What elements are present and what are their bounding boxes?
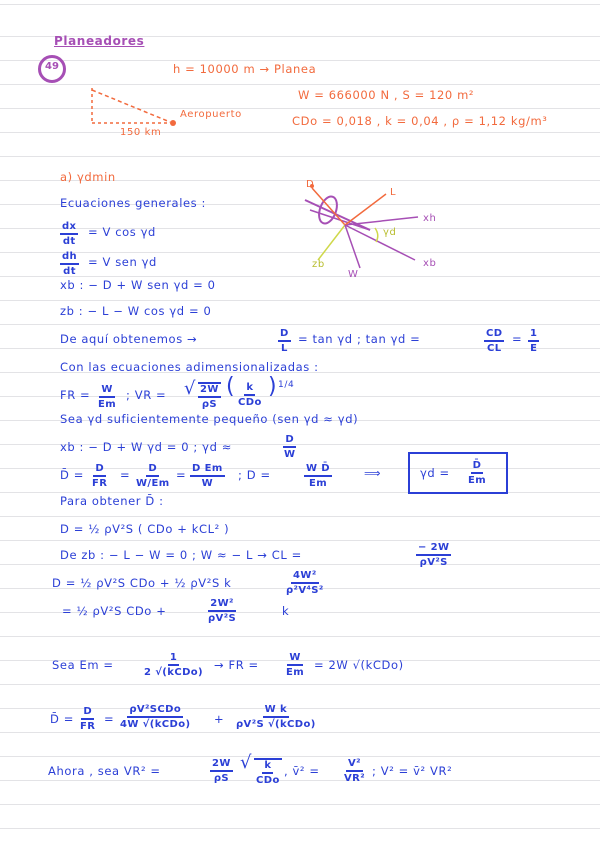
- frac-DEm-W: $\frac{\text{D Em}}{W}$: [192, 463, 223, 489]
- ahora-label: Ahora , sea VR² =: [48, 764, 161, 778]
- frac-WDbar-Em: $\frac{\text{W D̄}}{Em}$: [306, 463, 331, 489]
- frac-4W2: $\frac{\text{4W²}}{\text{ρ²V⁴S²}}$: [286, 570, 324, 596]
- sketch-distance: 150 km: [120, 127, 162, 138]
- sqrt-sign-2: √: [240, 752, 253, 773]
- k-factor: k: [282, 604, 290, 618]
- frac-D-FR: $\frac{D}{FR}$: [92, 463, 108, 489]
- fr-result: = 2W √(kCDo): [314, 658, 404, 672]
- de-zb-line: De zb : − L − W = 0 ; W ≈ − L → CL =: [60, 548, 302, 562]
- frac-1-2sqrt: 1 2 √(kCDo): [144, 652, 204, 678]
- ahora-rest: , v̄² =: [284, 764, 320, 778]
- frac-k-CDo: k CDo: [238, 382, 262, 408]
- frac-W-Em: $\frac{W}{Em}$: [98, 384, 117, 410]
- arrow-fr: → FR =: [214, 658, 259, 672]
- airport-marker: [170, 120, 176, 126]
- d-equals-label: ; D =: [238, 468, 271, 482]
- lift-arrow: [345, 194, 386, 225]
- given-line-2: W = 666000 N , S = 120 m²: [298, 88, 475, 102]
- diagram-xh-label: xh: [423, 213, 437, 224]
- small-angle-text: Sea γd suficientemente pequeño (sen γd ≈ γd): [60, 412, 359, 426]
- frac-D-WEm: $\frac{D}{W/Em}$: [136, 463, 170, 489]
- problem-number-badge: [38, 55, 66, 83]
- frac-2W2: $\frac{\text{2W²}}{\text{ρV²S}}$: [208, 598, 237, 624]
- given-line-1: h = 10000 m → Planea: [173, 62, 317, 76]
- frac-V2-VR2: $\frac{\text{V²}}{\text{VR²}}$: [344, 758, 366, 784]
- frac-dh-dt: $\frac{dh}{dt}$: [62, 251, 78, 277]
- vr-exponent: 1/4: [278, 380, 295, 390]
- page-title: Planeadores: [54, 34, 145, 48]
- sketch-airport-label: Aeropuerto: [180, 109, 242, 120]
- diagram-drag-label: D: [306, 179, 315, 190]
- drag-equation: D = ½ ρV²S ( CDo + kCL² ): [60, 522, 230, 536]
- sea-em-label: Sea Em =: [52, 658, 114, 672]
- paren-close: ): [268, 374, 278, 399]
- plus-sign: +: [214, 712, 225, 726]
- vr-label: ; VR =: [126, 388, 167, 402]
- de-aqui-text: De aquí obtenemos →: [60, 332, 198, 346]
- sqrt-sign-1: √: [184, 378, 197, 399]
- zb-arrow: [318, 225, 345, 260]
- eq2-rhs: = V sen γd: [88, 255, 157, 269]
- diagram-gamma-label: γd: [383, 227, 397, 238]
- frac-CD-CL: $\frac{CD}{CL}$: [486, 328, 503, 354]
- problem-number: 49: [45, 61, 59, 72]
- part-a-heading: a) γdmin: [60, 170, 116, 184]
- frac-2W-rhoS: $\frac{2W}{\rho S}$: [200, 384, 219, 410]
- boxed-gamma: γd =: [420, 466, 450, 480]
- xb-small-angle: xb : − D + W γd = 0 ; γd ≈: [60, 440, 232, 454]
- paren-open: (: [226, 374, 236, 399]
- diagram-weight-label: W: [348, 269, 359, 280]
- equals-sign-2: =: [104, 712, 115, 726]
- frac-W-Em-2: $\frac{W}{Em}$: [286, 652, 305, 678]
- general-equations-heading: Ecuaciones generales :: [60, 196, 206, 210]
- dbar-equals-2: =: [120, 468, 131, 482]
- frac-Wk: W k ρV²S √(kCDo): [236, 704, 316, 730]
- frac-m2W-rhoV2S: $\frac{- 2W}{\text{ρV²S}}$: [418, 542, 450, 568]
- frac-k-CDo-2: k CDo: [256, 760, 280, 786]
- eq1-rhs: = V cos γd: [88, 225, 156, 239]
- frac-2W-rhoS-2: $\frac{2W}{\rho S}$: [212, 758, 231, 784]
- frac-rhoV2SCDo: ρV²SCDo 4W √(kCDo): [120, 704, 191, 730]
- para-obtener-text: Para obtener D̄ :: [60, 494, 164, 508]
- eq3: xb : − D + W sen γd = 0: [60, 278, 216, 292]
- tan-equation: = tan γd ; tan γd =: [298, 332, 421, 346]
- frac-D-L: $\frac{D}{L}$: [280, 328, 289, 354]
- implies-arrow: ⟹: [364, 466, 382, 480]
- dbar-final-label: D̄ =: [50, 712, 74, 726]
- d-full-line-1: D = ½ ρV²S CDo + ½ ρV²S k: [52, 576, 232, 590]
- glide-path: [92, 90, 170, 122]
- given-line-3: CDo = 0,018 , k = 0,04 , ρ = 1,12 kg/m³: [292, 114, 548, 128]
- frac-1-E: $\frac{1}{E}$: [530, 328, 538, 354]
- frac-Dbar-Em: $\frac{D̄}{Em}$: [468, 460, 487, 486]
- diagram-xb-label: xb: [423, 258, 437, 269]
- frac-D-FR-2: $\frac{D}{FR}$: [80, 706, 96, 732]
- dbar-equals-3: =: [176, 468, 187, 482]
- d-full-line-2: = ½ ρV²S CDo +: [62, 604, 167, 618]
- eq4: zb : − L − W cos γd = 0: [60, 304, 212, 318]
- fr-label: FR =: [60, 388, 91, 402]
- xh-arrow: [345, 217, 418, 225]
- diagram-zb-label: zb: [312, 259, 325, 270]
- dbar-eq-label: D̄ =: [60, 468, 84, 482]
- frac-D-W: $\frac{D}{W}$: [284, 434, 296, 460]
- adimensional-text: Con las ecuaciones adimensionalizadas :: [60, 360, 319, 374]
- frac-dx-dt: $\frac{dx}{dt}$: [62, 221, 77, 247]
- diagram-lift-label: L: [390, 187, 397, 198]
- ahora-end: ; V² = v̄² VR²: [372, 764, 453, 778]
- equals-sign-1: =: [512, 332, 523, 346]
